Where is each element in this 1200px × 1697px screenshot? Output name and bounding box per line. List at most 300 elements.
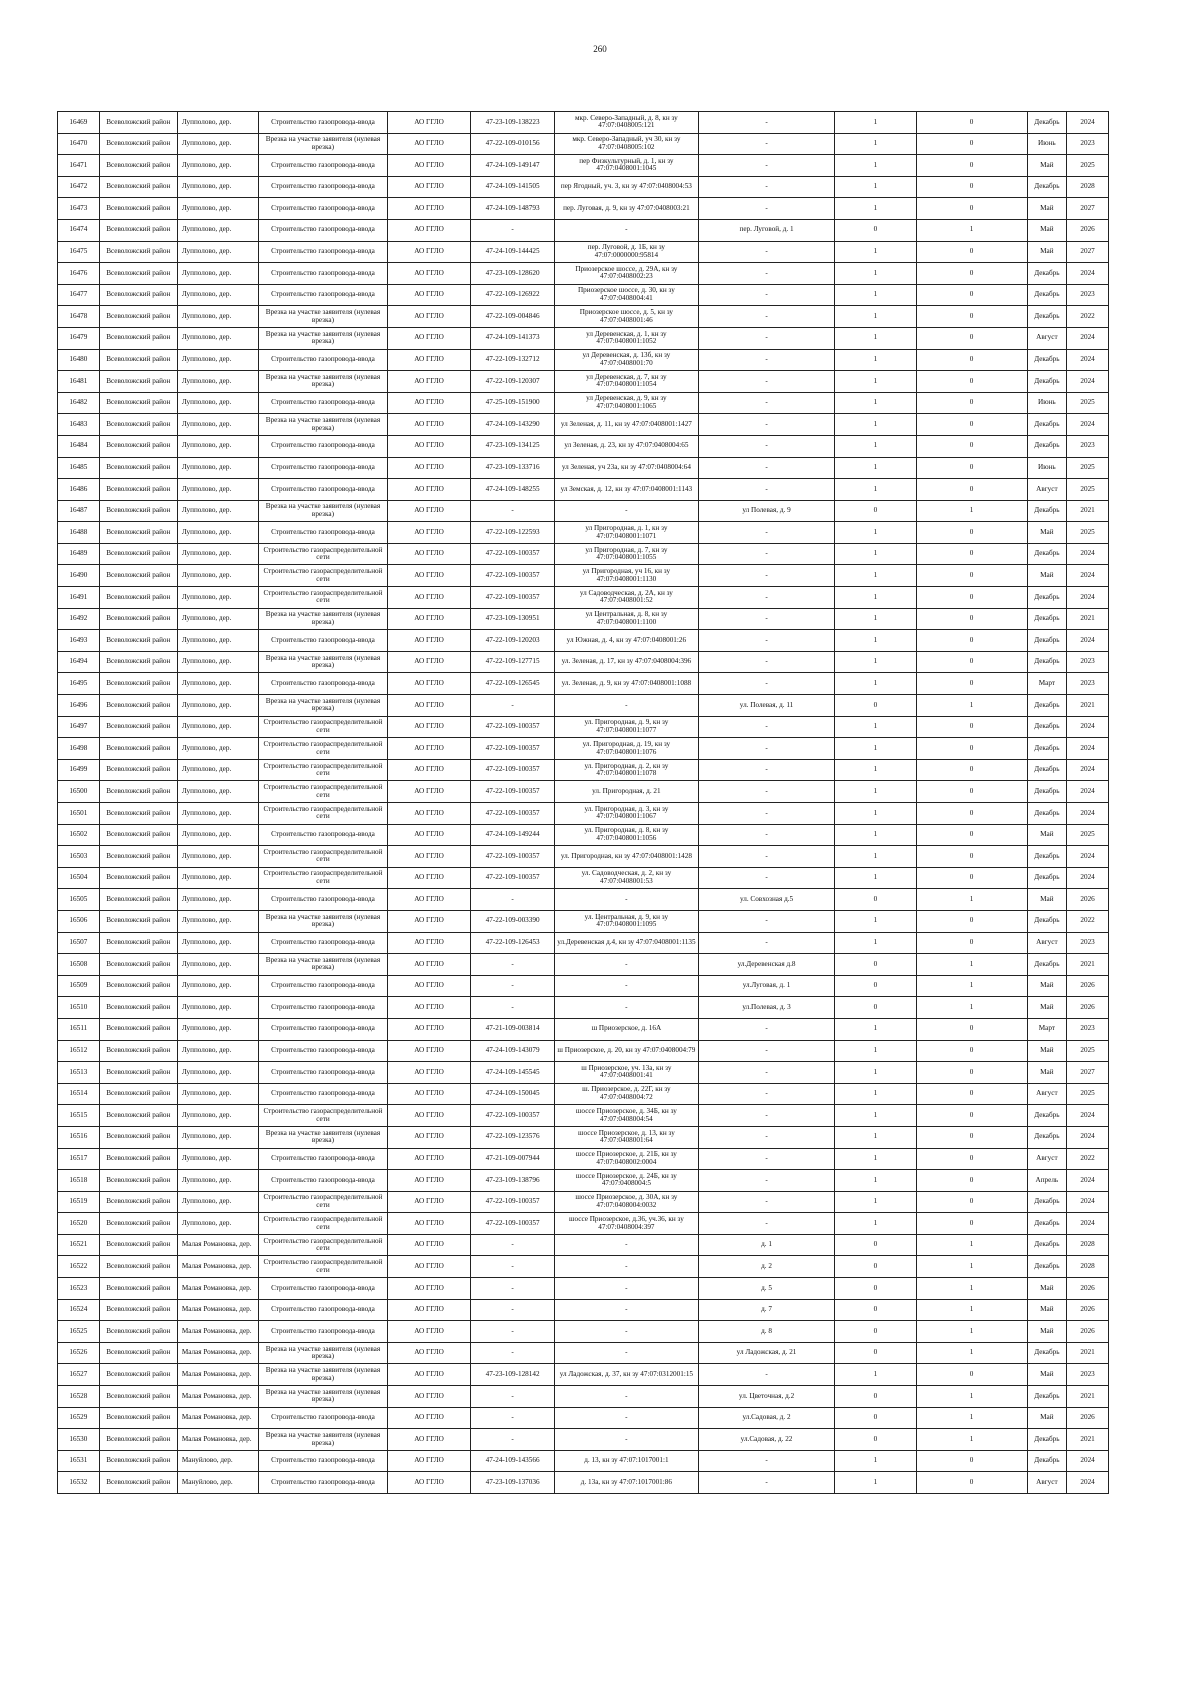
cell-row-number: 16507 <box>58 932 100 954</box>
table-row <box>58 1234 1109 1256</box>
cell-row-number: 16508 <box>58 954 100 976</box>
cell-address: д. 7 <box>698 1299 834 1321</box>
cell-row-number: 16522 <box>58 1256 100 1278</box>
cell-year: 2024 <box>1067 781 1109 803</box>
cell-organization: АО ГГЛО <box>387 133 471 155</box>
cell-work-type: Врезка на участке заявителя (нулевая врезка) <box>259 1429 388 1451</box>
cell-row-number: 16521 <box>58 1234 100 1256</box>
cell-count-b: 0 <box>916 1472 1027 1494</box>
cell-year: 2024 <box>1067 759 1109 781</box>
cell-contract-number: - <box>471 1234 555 1256</box>
cell-count-b: 0 <box>916 1018 1027 1040</box>
cell-row-number: 16494 <box>58 651 100 673</box>
cell-address-cadastral: ул Деревенская, д. 7, кн зу 47:07:0408001:1054 <box>554 371 698 393</box>
cell-locality: Лупполово, дер. <box>177 371 258 393</box>
cell-address-cadastral: ул Южная, д. 4, кн зу 47:07:0408001:26 <box>554 630 698 652</box>
cell-organization: АО ГГЛО <box>387 1105 471 1127</box>
cell-address: - <box>698 630 834 652</box>
cell-contract-number: 47-23-109-130951 <box>471 608 555 630</box>
cell-contract-number: 47-22-109-126545 <box>471 673 555 695</box>
cell-organization: АО ГГЛО <box>387 1299 471 1321</box>
cell-locality: Лупполово, дер. <box>177 1213 258 1235</box>
cell-organization: АО ГГЛО <box>387 500 471 522</box>
cell-locality: Лупполово, дер. <box>177 133 258 155</box>
cell-locality: Лупполово, дер. <box>177 716 258 738</box>
cell-district: Всеволожский район <box>99 1105 177 1127</box>
cell-address: - <box>698 176 834 198</box>
cell-address: - <box>698 392 834 414</box>
cell-organization: АО ГГЛО <box>387 932 471 954</box>
cell-district: Всеволожский район <box>99 1321 177 1343</box>
cell-locality: Лупполово, дер. <box>177 155 258 177</box>
cell-year: 2026 <box>1067 889 1109 911</box>
cell-year: 2024 <box>1067 112 1109 134</box>
cell-contract-number: 47-22-109-100357 <box>471 1191 555 1213</box>
cell-work-type: Строительство газораспределительной сети <box>259 803 388 825</box>
cell-month: Декабрь <box>1027 1342 1067 1364</box>
cell-address: д. 1 <box>698 1234 834 1256</box>
cell-row-number: 16489 <box>58 543 100 565</box>
cell-count-a: 1 <box>835 1148 916 1170</box>
cell-district: Всеволожский район <box>99 997 177 1019</box>
cell-count-b: 1 <box>916 1407 1027 1429</box>
cell-month: Декабрь <box>1027 695 1067 717</box>
cell-count-b: 1 <box>916 1299 1027 1321</box>
cell-work-type: Врезка на участке заявителя (нулевая врезка) <box>259 371 388 393</box>
cell-locality: Лупполово, дер. <box>177 889 258 911</box>
cell-row-number: 16525 <box>58 1321 100 1343</box>
table-row <box>58 1472 1109 1494</box>
cell-address: - <box>698 112 834 134</box>
cell-locality: Лупполово, дер. <box>177 608 258 630</box>
cell-year: 2025 <box>1067 457 1109 479</box>
cell-address-cadastral: ул Ладожская, д. 37, кн зу 47:07:0312001:15 <box>554 1364 698 1386</box>
table-row <box>58 867 1109 889</box>
cell-district: Всеволожский район <box>99 500 177 522</box>
cell-organization: АО ГГЛО <box>387 1256 471 1278</box>
cell-locality: Лупполово, дер. <box>177 1126 258 1148</box>
cell-count-a: 1 <box>835 414 916 436</box>
cell-address-cadastral: - <box>554 975 698 997</box>
cell-count-b: 0 <box>916 565 1027 587</box>
cell-address: - <box>698 803 834 825</box>
cell-contract-number: 47-22-109-122593 <box>471 522 555 544</box>
table-row <box>58 263 1109 285</box>
cell-work-type: Строительство газопровода-ввода <box>259 1040 388 1062</box>
cell-month: Декабрь <box>1027 1105 1067 1127</box>
cell-year: 2023 <box>1067 1018 1109 1040</box>
cell-address-cadastral: ш Приозерское, д. 20, кн зу 47:07:0408004:79 <box>554 1040 698 1062</box>
cell-year: 2024 <box>1067 1105 1109 1127</box>
cell-year: 2028 <box>1067 176 1109 198</box>
cell-address: д. 5 <box>698 1278 834 1300</box>
cell-contract-number: - <box>471 1256 555 1278</box>
table-body <box>58 112 1109 1494</box>
cell-district: Всеволожский район <box>99 608 177 630</box>
cell-address: ул Полевая, д. 9 <box>698 500 834 522</box>
cell-district: Всеволожский район <box>99 781 177 803</box>
cell-count-b: 0 <box>916 349 1027 371</box>
cell-address-cadastral: шоссе Приозерское, д. 13, кн зу 47:07:0408001:64 <box>554 1126 698 1148</box>
cell-district: Всеволожский район <box>99 846 177 868</box>
cell-count-b: 0 <box>916 738 1027 760</box>
cell-district: Всеволожский район <box>99 479 177 501</box>
cell-organization: АО ГГЛО <box>387 673 471 695</box>
cell-address: - <box>698 781 834 803</box>
cell-month: Март <box>1027 1018 1067 1040</box>
cell-work-type: Строительство газопровода-ввода <box>259 522 388 544</box>
cell-work-type: Строительство газопровода-ввода <box>259 975 388 997</box>
cell-district: Всеволожский район <box>99 112 177 134</box>
cell-district: Всеволожский район <box>99 284 177 306</box>
gasification-table <box>57 111 1109 1494</box>
cell-address: - <box>698 284 834 306</box>
cell-address: - <box>698 738 834 760</box>
cell-year: 2026 <box>1067 1407 1109 1429</box>
cell-year: 2024 <box>1067 867 1109 889</box>
table-row <box>58 565 1109 587</box>
cell-month: Апрель <box>1027 1170 1067 1192</box>
cell-organization: АО ГГЛО <box>387 1429 471 1451</box>
cell-organization: АО ГГЛО <box>387 587 471 609</box>
cell-organization: АО ГГЛО <box>387 1472 471 1494</box>
cell-locality: Лупполово, дер. <box>177 435 258 457</box>
cell-address: - <box>698 133 834 155</box>
cell-locality: Лупполово, дер. <box>177 630 258 652</box>
cell-contract-number: 47-22-109-126922 <box>471 284 555 306</box>
cell-year: 2021 <box>1067 608 1109 630</box>
cell-address-cadastral: Приозерское шоссе, д. 5, кн зу 47:07:0408001:46 <box>554 306 698 328</box>
cell-count-b: 0 <box>916 543 1027 565</box>
cell-contract-number: 47-24-109-141505 <box>471 176 555 198</box>
cell-contract-number: 47-22-109-100357 <box>471 867 555 889</box>
cell-district: Всеволожский район <box>99 651 177 673</box>
cell-contract-number: 47-22-109-100357 <box>471 846 555 868</box>
cell-address-cadastral: - <box>554 1342 698 1364</box>
cell-year: 2024 <box>1067 846 1109 868</box>
cell-row-number: 16498 <box>58 738 100 760</box>
cell-count-b: 0 <box>916 867 1027 889</box>
cell-address-cadastral: ул Зеленая, д. 11, кн зу 47:07:0408001:1427 <box>554 414 698 436</box>
cell-work-type: Врезка на участке заявителя (нулевая врезка) <box>259 651 388 673</box>
cell-count-b: 0 <box>916 1062 1027 1084</box>
cell-locality: Лупполово, дер. <box>177 241 258 263</box>
cell-year: 2026 <box>1067 1321 1109 1343</box>
cell-month: Май <box>1027 522 1067 544</box>
cell-count-b: 1 <box>916 1256 1027 1278</box>
cell-address-cadastral: пер. Луговой, д. 1Б, кн зу 47:07:0000000:95814 <box>554 241 698 263</box>
cell-locality: Малая Романовка, дер. <box>177 1407 258 1429</box>
cell-row-number: 16516 <box>58 1126 100 1148</box>
cell-address-cadastral: - <box>554 1299 698 1321</box>
cell-contract-number: 47-22-109-100357 <box>471 565 555 587</box>
cell-count-b: 1 <box>916 889 1027 911</box>
cell-contract-number: 47-24-109-141373 <box>471 327 555 349</box>
cell-organization: АО ГГЛО <box>387 263 471 285</box>
cell-address-cadastral: - <box>554 1321 698 1343</box>
cell-locality: Малая Романовка, дер. <box>177 1364 258 1386</box>
cell-year: 2024 <box>1067 716 1109 738</box>
cell-count-a: 1 <box>835 1040 916 1062</box>
cell-organization: АО ГГЛО <box>387 1364 471 1386</box>
cell-year: 2023 <box>1067 284 1109 306</box>
cell-count-a: 1 <box>835 738 916 760</box>
cell-district: Всеволожский район <box>99 1407 177 1429</box>
cell-address: ул. Полевая, д. 11 <box>698 695 834 717</box>
cell-address-cadastral: ул Земская, д. 12, кн зу 47:07:0408001:1143 <box>554 479 698 501</box>
cell-count-a: 0 <box>835 695 916 717</box>
cell-address-cadastral: ул. Садоводческая, д. 2, кн зу 47:07:0408001:53 <box>554 867 698 889</box>
cell-address-cadastral: ул Пригородная, уч 16, кн зу 47:07:0408001:1130 <box>554 565 698 587</box>
cell-month: Декабрь <box>1027 1450 1067 1472</box>
cell-organization: АО ГГЛО <box>387 759 471 781</box>
cell-organization: АО ГГЛО <box>387 198 471 220</box>
cell-count-a: 1 <box>835 1062 916 1084</box>
cell-address-cadastral: ш. Приозерское, д. 22Г, кн зу 47:07:0408004:72 <box>554 1083 698 1105</box>
cell-district: Всеволожский район <box>99 1450 177 1472</box>
cell-contract-number: - <box>471 1342 555 1364</box>
cell-district: Всеволожский район <box>99 1234 177 1256</box>
table-row <box>58 651 1109 673</box>
cell-year: 2024 <box>1067 1191 1109 1213</box>
cell-count-b: 0 <box>916 1450 1027 1472</box>
cell-district: Всеволожский район <box>99 133 177 155</box>
cell-district: Всеволожский район <box>99 1170 177 1192</box>
table-row <box>58 587 1109 609</box>
cell-count-a: 1 <box>835 306 916 328</box>
table-row <box>58 414 1109 436</box>
cell-organization: АО ГГЛО <box>387 889 471 911</box>
cell-organization: АО ГГЛО <box>387 1234 471 1256</box>
cell-work-type: Врезка на участке заявителя (нулевая врезка) <box>259 1126 388 1148</box>
cell-address: - <box>698 759 834 781</box>
cell-address: - <box>698 716 834 738</box>
cell-row-number: 16503 <box>58 846 100 868</box>
cell-district: Всеволожский район <box>99 1256 177 1278</box>
cell-organization: АО ГГЛО <box>387 392 471 414</box>
cell-contract-number: - <box>471 1429 555 1451</box>
cell-address: - <box>698 587 834 609</box>
cell-address: - <box>698 522 834 544</box>
cell-month: Декабрь <box>1027 651 1067 673</box>
cell-district: Всеволожский район <box>99 1040 177 1062</box>
table-row <box>58 997 1109 1019</box>
cell-count-a: 0 <box>835 1278 916 1300</box>
cell-month: Август <box>1027 932 1067 954</box>
cell-work-type: Строительство газораспределительной сети <box>259 759 388 781</box>
table-row <box>58 1386 1109 1408</box>
cell-address: ул Ладожская, д. 21 <box>698 1342 834 1364</box>
cell-address-cadastral: ул. Пригородная, д. 8, кн зу 47:07:0408001:1056 <box>554 824 698 846</box>
cell-address-cadastral: мкр. Северо-Западный, д. 8, кн зу 47:07:0408005:121 <box>554 112 698 134</box>
cell-count-a: 1 <box>835 241 916 263</box>
cell-month: Декабрь <box>1027 543 1067 565</box>
cell-row-number: 16506 <box>58 910 100 932</box>
cell-locality: Лупполово, дер. <box>177 867 258 889</box>
cell-count-a: 0 <box>835 997 916 1019</box>
cell-address: - <box>698 543 834 565</box>
cell-row-number: 16492 <box>58 608 100 630</box>
cell-district: Всеволожский район <box>99 392 177 414</box>
cell-count-a: 1 <box>835 522 916 544</box>
cell-contract-number: 47-22-109-100357 <box>471 803 555 825</box>
cell-work-type: Врезка на участке заявителя (нулевая врезка) <box>259 695 388 717</box>
cell-count-a: 1 <box>835 133 916 155</box>
cell-address-cadastral: ул. Пригородная, д. 21 <box>554 781 698 803</box>
cell-row-number: 16488 <box>58 522 100 544</box>
cell-address: - <box>698 1018 834 1040</box>
cell-month: Май <box>1027 1040 1067 1062</box>
table-row <box>58 1213 1109 1235</box>
cell-work-type: Строительство газораспределительной сети <box>259 738 388 760</box>
cell-organization: АО ГГЛО <box>387 522 471 544</box>
cell-locality: Малая Романовка, дер. <box>177 1342 258 1364</box>
cell-contract-number: - <box>471 219 555 241</box>
cell-address: д. 2 <box>698 1256 834 1278</box>
cell-count-a: 1 <box>835 198 916 220</box>
cell-address-cadastral: ул. Пригородная, д. 3, кн зу 47:07:0408001:1067 <box>554 803 698 825</box>
cell-locality: Лупполово, дер. <box>177 1105 258 1127</box>
cell-address-cadastral: ул. Пригородная, д. 19, кн зу 47:07:0408001:1076 <box>554 738 698 760</box>
cell-address: - <box>698 371 834 393</box>
cell-count-b: 0 <box>916 803 1027 825</box>
cell-contract-number: 47-24-109-143079 <box>471 1040 555 1062</box>
cell-organization: АО ГГЛО <box>387 824 471 846</box>
cell-count-a: 0 <box>835 1256 916 1278</box>
cell-district: Всеволожский район <box>99 824 177 846</box>
cell-row-number: 16470 <box>58 133 100 155</box>
cell-month: Май <box>1027 198 1067 220</box>
cell-row-number: 16510 <box>58 997 100 1019</box>
cell-month: Декабрь <box>1027 500 1067 522</box>
cell-address: ул. Цветочная, д.2 <box>698 1386 834 1408</box>
cell-row-number: 16473 <box>58 198 100 220</box>
cell-contract-number: 47-24-109-145545 <box>471 1062 555 1084</box>
cell-count-b: 0 <box>916 759 1027 781</box>
cell-work-type: Строительство газораспределительной сети <box>259 1234 388 1256</box>
cell-row-number: 16532 <box>58 1472 100 1494</box>
cell-locality: Лупполово, дер. <box>177 975 258 997</box>
cell-year: 2026 <box>1067 997 1109 1019</box>
cell-year: 2022 <box>1067 1148 1109 1170</box>
cell-locality: Малая Романовка, дер. <box>177 1386 258 1408</box>
cell-count-b: 0 <box>916 414 1027 436</box>
cell-month: Май <box>1027 1407 1067 1429</box>
cell-count-a: 1 <box>835 543 916 565</box>
table-row <box>58 889 1109 911</box>
table-row <box>58 1105 1109 1127</box>
cell-work-type: Строительство газопровода-ввода <box>259 457 388 479</box>
cell-year: 2028 <box>1067 1256 1109 1278</box>
cell-work-type: Строительство газопровода-ввода <box>259 112 388 134</box>
cell-count-b: 1 <box>916 695 1027 717</box>
cell-count-b: 0 <box>916 112 1027 134</box>
cell-count-a: 0 <box>835 889 916 911</box>
cell-row-number: 16512 <box>58 1040 100 1062</box>
cell-locality: Лупполово, дер. <box>177 543 258 565</box>
cell-month: Август <box>1027 327 1067 349</box>
cell-locality: Лупполово, дер. <box>177 673 258 695</box>
cell-work-type: Врезка на участке заявителя (нулевая врезка) <box>259 414 388 436</box>
cell-row-number: 16472 <box>58 176 100 198</box>
cell-count-b: 0 <box>916 1083 1027 1105</box>
cell-count-a: 1 <box>835 587 916 609</box>
cell-locality: Лупполово, дер. <box>177 954 258 976</box>
cell-year: 2021 <box>1067 695 1109 717</box>
cell-district: Всеволожский район <box>99 716 177 738</box>
cell-row-number: 16479 <box>58 327 100 349</box>
table-row <box>58 608 1109 630</box>
cell-year: 2025 <box>1067 392 1109 414</box>
cell-month: Декабрь <box>1027 176 1067 198</box>
cell-address-cadastral: ул Садоводческая, д. 2А, кн зу 47:07:0408001:52 <box>554 587 698 609</box>
cell-row-number: 16471 <box>58 155 100 177</box>
cell-row-number: 16501 <box>58 803 100 825</box>
cell-count-a: 0 <box>835 1342 916 1364</box>
cell-row-number: 16530 <box>58 1429 100 1451</box>
cell-organization: АО ГГЛО <box>387 803 471 825</box>
cell-organization: АО ГГЛО <box>387 1126 471 1148</box>
cell-month: Май <box>1027 975 1067 997</box>
cell-row-number: 16509 <box>58 975 100 997</box>
cell-month: Декабрь <box>1027 284 1067 306</box>
cell-locality: Лупполово, дер. <box>177 759 258 781</box>
cell-count-b: 0 <box>916 284 1027 306</box>
cell-contract-number: 47-22-109-100357 <box>471 1213 555 1235</box>
cell-count-a: 0 <box>835 1429 916 1451</box>
cell-district: Всеволожский район <box>99 198 177 220</box>
cell-address: - <box>698 1083 834 1105</box>
cell-count-a: 0 <box>835 219 916 241</box>
cell-organization: АО ГГЛО <box>387 284 471 306</box>
cell-year: 2024 <box>1067 327 1109 349</box>
cell-count-b: 0 <box>916 910 1027 932</box>
table-row <box>58 824 1109 846</box>
cell-district: Всеволожский район <box>99 565 177 587</box>
cell-address-cadastral: Приозерское шоссе, д. 30, кн зу 47:07:0408004:41 <box>554 284 698 306</box>
table-row <box>58 1040 1109 1062</box>
cell-count-b: 1 <box>916 1278 1027 1300</box>
cell-count-a: 1 <box>835 392 916 414</box>
cell-contract-number: 47-22-109-120307 <box>471 371 555 393</box>
cell-row-number: 16469 <box>58 112 100 134</box>
cell-contract-number: 47-23-109-138796 <box>471 1170 555 1192</box>
cell-district: Всеволожский район <box>99 457 177 479</box>
cell-row-number: 16480 <box>58 349 100 371</box>
cell-work-type: Врезка на участке заявителя (нулевая врезка) <box>259 954 388 976</box>
cell-district: Всеволожский район <box>99 910 177 932</box>
cell-contract-number: 47-24-109-149147 <box>471 155 555 177</box>
cell-organization: АО ГГЛО <box>387 1040 471 1062</box>
cell-work-type: Строительство газопровода-ввода <box>259 392 388 414</box>
table-row <box>58 759 1109 781</box>
table-row <box>58 500 1109 522</box>
cell-month: Май <box>1027 155 1067 177</box>
cell-contract-number: 47-22-109-100357 <box>471 1105 555 1127</box>
cell-address-cadastral: д. 13а, кн зу 47:07:1017001:86 <box>554 1472 698 1494</box>
table-row <box>58 910 1109 932</box>
cell-district: Всеволожский район <box>99 371 177 393</box>
table-row <box>58 371 1109 393</box>
cell-organization: АО ГГЛО <box>387 1062 471 1084</box>
cell-organization: АО ГГЛО <box>387 176 471 198</box>
cell-row-number: 16476 <box>58 263 100 285</box>
cell-contract-number: - <box>471 1321 555 1343</box>
cell-month: Декабрь <box>1027 1386 1067 1408</box>
cell-address: ул.Садовая, д. 2 <box>698 1407 834 1429</box>
cell-row-number: 16481 <box>58 371 100 393</box>
cell-locality: Лупполово, дер. <box>177 500 258 522</box>
